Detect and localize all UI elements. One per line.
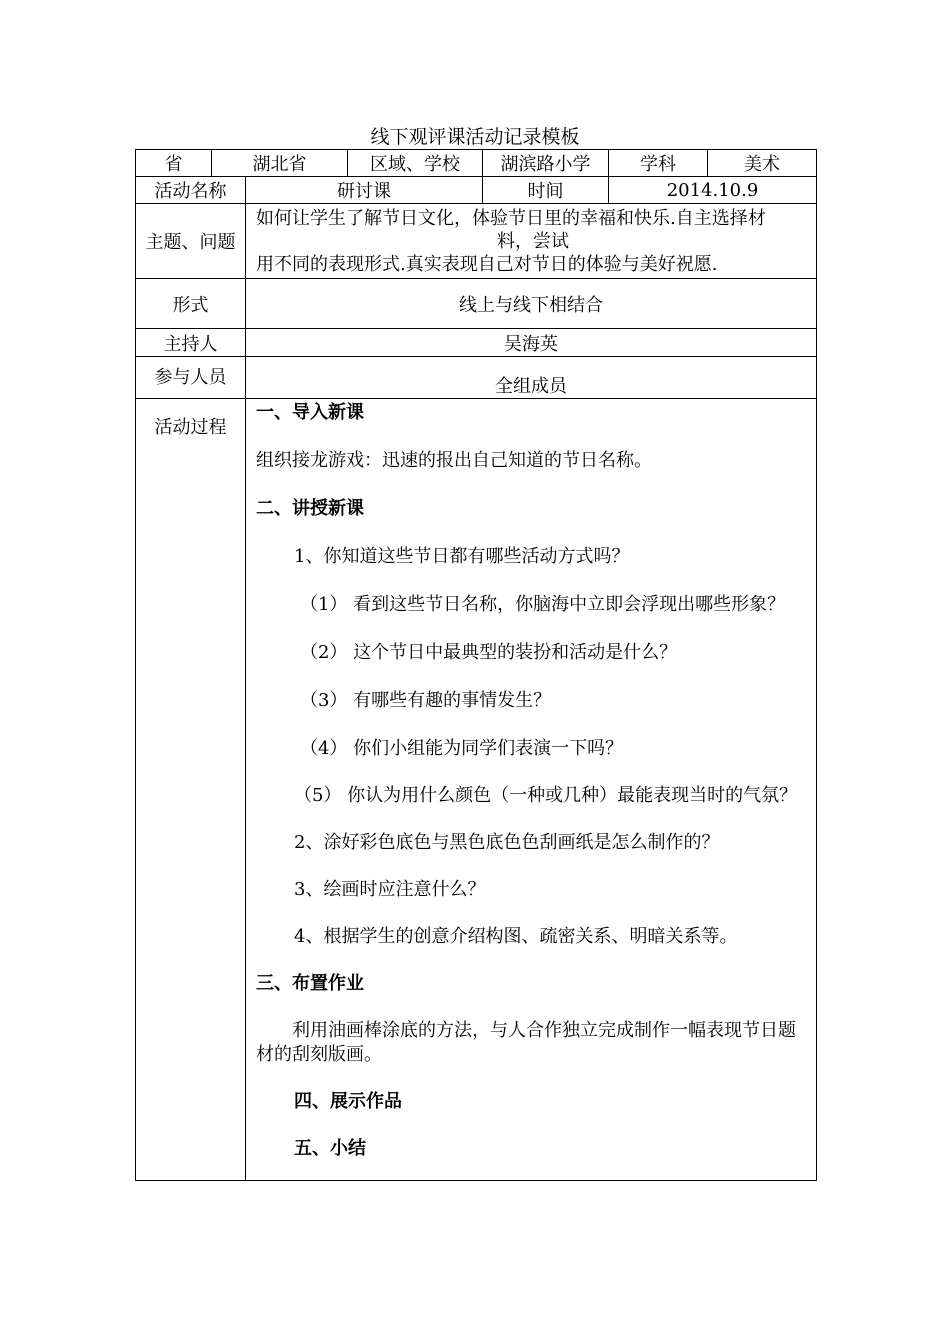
region-label: 区域、学校 [348,150,483,177]
form-value: 线上与线下相结合 [246,279,817,329]
process-text: 3、绘画时应注意什么？ [294,879,486,900]
table-row [136,150,817,177]
host-label: 主持人 [136,329,246,357]
process-content [246,399,817,1181]
table-row [136,204,817,279]
section-heading: 三、布置作业 [256,973,364,994]
section-heading: 四、展示作品 [294,1091,402,1112]
province-label: 省 [136,150,212,177]
table-row [136,357,817,399]
activity-name-value: 研讨课 [246,177,483,204]
document-title: 线下观评课活动记录模板 [370,126,580,148]
process-text: （1） 看到这些节日名称，你脑海中立即会浮现出哪些形象？ [300,594,786,615]
process-text: （3） 有哪些有趣的事情发生？ [300,690,552,711]
host-value: 吴海英 [246,329,817,357]
activity-name-label: 活动名称 [136,177,246,204]
participants-label: 参与人员 [136,357,246,399]
region-value: 湖滨路小学 [483,150,609,177]
theme-label: 主题、问题 [136,204,246,279]
table-row [136,399,817,1181]
process-text: 2、涂好彩色底色与黑色底色色刮画纸是怎么制作的？ [294,832,720,853]
time-value: 2014.10.9 [609,177,817,204]
theme-line: 用不同的表现形式.真实表现自己对节日的体验与美好祝愿. [256,253,718,275]
process-text: 利用油画棒涂底的方法，与人合作独立完成制作一幅表现节日题材的刮刻版画。 [256,1020,796,1065]
section-heading: 一、导入新课 [256,402,364,423]
subject-value: 美术 [708,150,817,177]
section-heading: 二、讲授新课 [256,498,364,519]
table-row [136,329,817,357]
process-text: 组织接龙游戏：迅速的报出自己知道的节日名称。 [256,450,652,471]
province-value: 湖北省 [212,150,348,177]
participants-value: 全组成员 [246,357,817,399]
theme-content [246,204,817,279]
theme-line: 如何让学生了解节日文化，体验节日里的幸福和快乐.自主选择材 [256,207,766,229]
table-row [136,177,817,204]
process-label: 活动过程 [136,399,246,1181]
process-text: （4） 你们小组能为同学们表演一下吗？ [300,738,624,759]
section-heading: 五、小结 [294,1138,366,1159]
table-row [136,279,817,329]
time-label: 时间 [483,177,609,204]
form-label: 形式 [136,279,246,329]
process-text: （5） 你认为用什么颜色（一种或几种）最能表现当时的气氛？ [294,785,798,806]
process-text: 4、根据学生的创意介绍构图、疏密关系、明暗关系等。 [294,926,738,947]
subject-label: 学科 [609,150,708,177]
theme-line: 料，尝试 [497,230,569,252]
process-text: 1、你知道这些节日都有哪些活动方式吗？ [294,546,630,567]
process-text: （2） 这个节日中最典型的装扮和活动是什么？ [300,642,678,663]
record-table [135,149,817,1181]
